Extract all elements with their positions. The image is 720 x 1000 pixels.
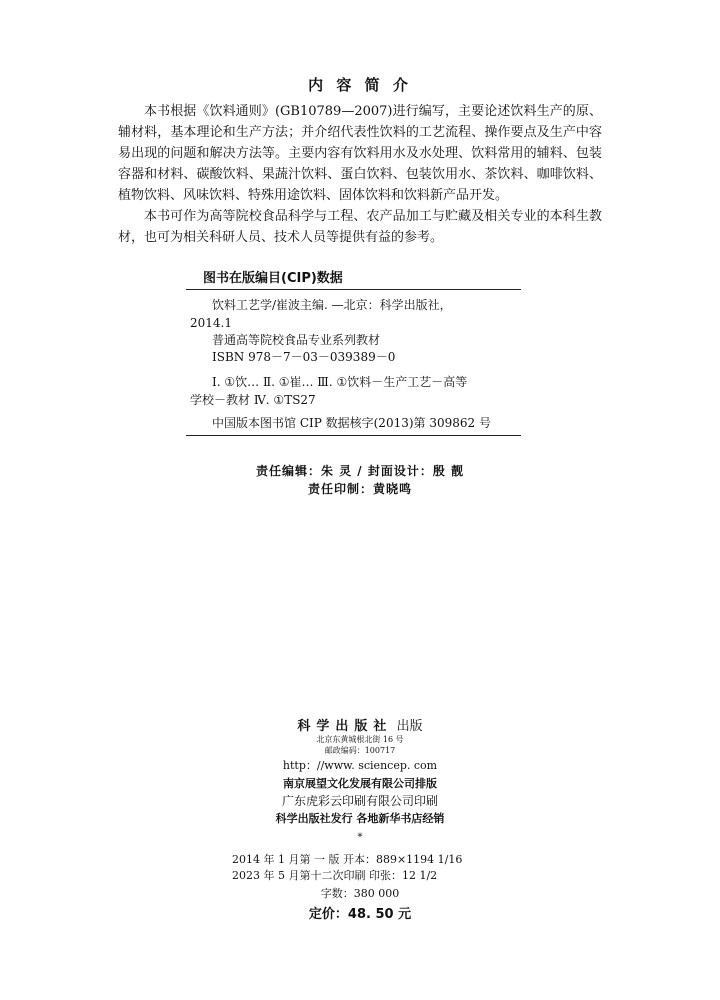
publisher-postcode: 邮政编码：100717 (324, 746, 396, 755)
cip-line-2: 2014.1 (190, 316, 232, 330)
cip-line-3: 普通高等院校食品专业系列教材 (212, 333, 381, 347)
cip-line-5: Ⅰ. ①饮… Ⅱ. ①崔… Ⅲ. ①饮料－生产工艺－高等 (212, 375, 468, 389)
word-count: 字数：380 000 (320, 887, 400, 900)
summary-title: 内 容 简 介 (308, 76, 412, 94)
summary-paragraph-1: 本书根据《饮料通则》(GB10789—2007)进行编写，主要论述饮料生产的原、辅材料，基本理论和生产方法；并介绍代表性饮料的工艺流程、操作要点及生产中容易出现的问题和解决方法等。主要内容有饮料用水及水处理、饮料常用的辅料、包装容器和材料、碳酸饮料、果蔬汁饮料、蛋白饮料、包装饮用水、茶饮料、咖啡饮料、植物饮料、风味饮料、特殊用途饮料、固体饮料和饮料新产品开发。 (118, 104, 602, 203)
price-label: 定价：48. 50 元 (308, 907, 412, 922)
publisher-suffix: 出版 (396, 719, 423, 734)
publisher-name: 科学出版社 (297, 719, 393, 734)
typesetter-line: 南京展望文化发展有限公司排版 (283, 777, 437, 790)
publisher-url: http：//www. sciencep. com (282, 759, 438, 772)
edition-line: 2014 年 1 月第 一 版 开本：889×1194 1/16 (232, 853, 463, 866)
publisher-address: 北京东黄城根北街 16 号 (316, 735, 404, 744)
cip-line-7: 中国版本图书馆 CIP 数据核字(2013)第 309862 号 (212, 416, 491, 430)
print-manager-line: 责任印制：黄晓鸣 (307, 482, 412, 496)
cip-heading: 图书在版编目(CIP)数据 (203, 271, 343, 286)
distributor-line: 科学出版社发行 各地新华书店经销 (275, 812, 445, 825)
cip-top-rule (186, 289, 521, 290)
summary-body (118, 101, 602, 248)
publisher-line (0, 715, 720, 734)
cip-line-6: 学校－教材 Ⅳ. ①TS27 (190, 393, 316, 407)
cip-bottom-rule (186, 435, 521, 436)
summary-paragraph-2: 本书可作为高等院校食品科学与工程、农产品加工与贮藏及相关专业的本科生教材，也可为相关科研人员、技术人员等提供有益的参考。 (118, 209, 602, 245)
separator-star: * (357, 832, 363, 843)
printing-line: 2023 年 5 月第十二次印刷 印张：12 1/2 (232, 869, 438, 882)
printer-line: 广东虎彩云印刷有限公司印刷 (281, 794, 438, 808)
cip-line-1: 饮料工艺学/崔波主编. —北京：科学出版社， (212, 298, 452, 312)
editors-line: 责任编辑：朱 灵 / 封面设计：殷 靓 (255, 464, 465, 478)
cip-line-4: ISBN 978－7－03－039389－0 (212, 350, 396, 364)
